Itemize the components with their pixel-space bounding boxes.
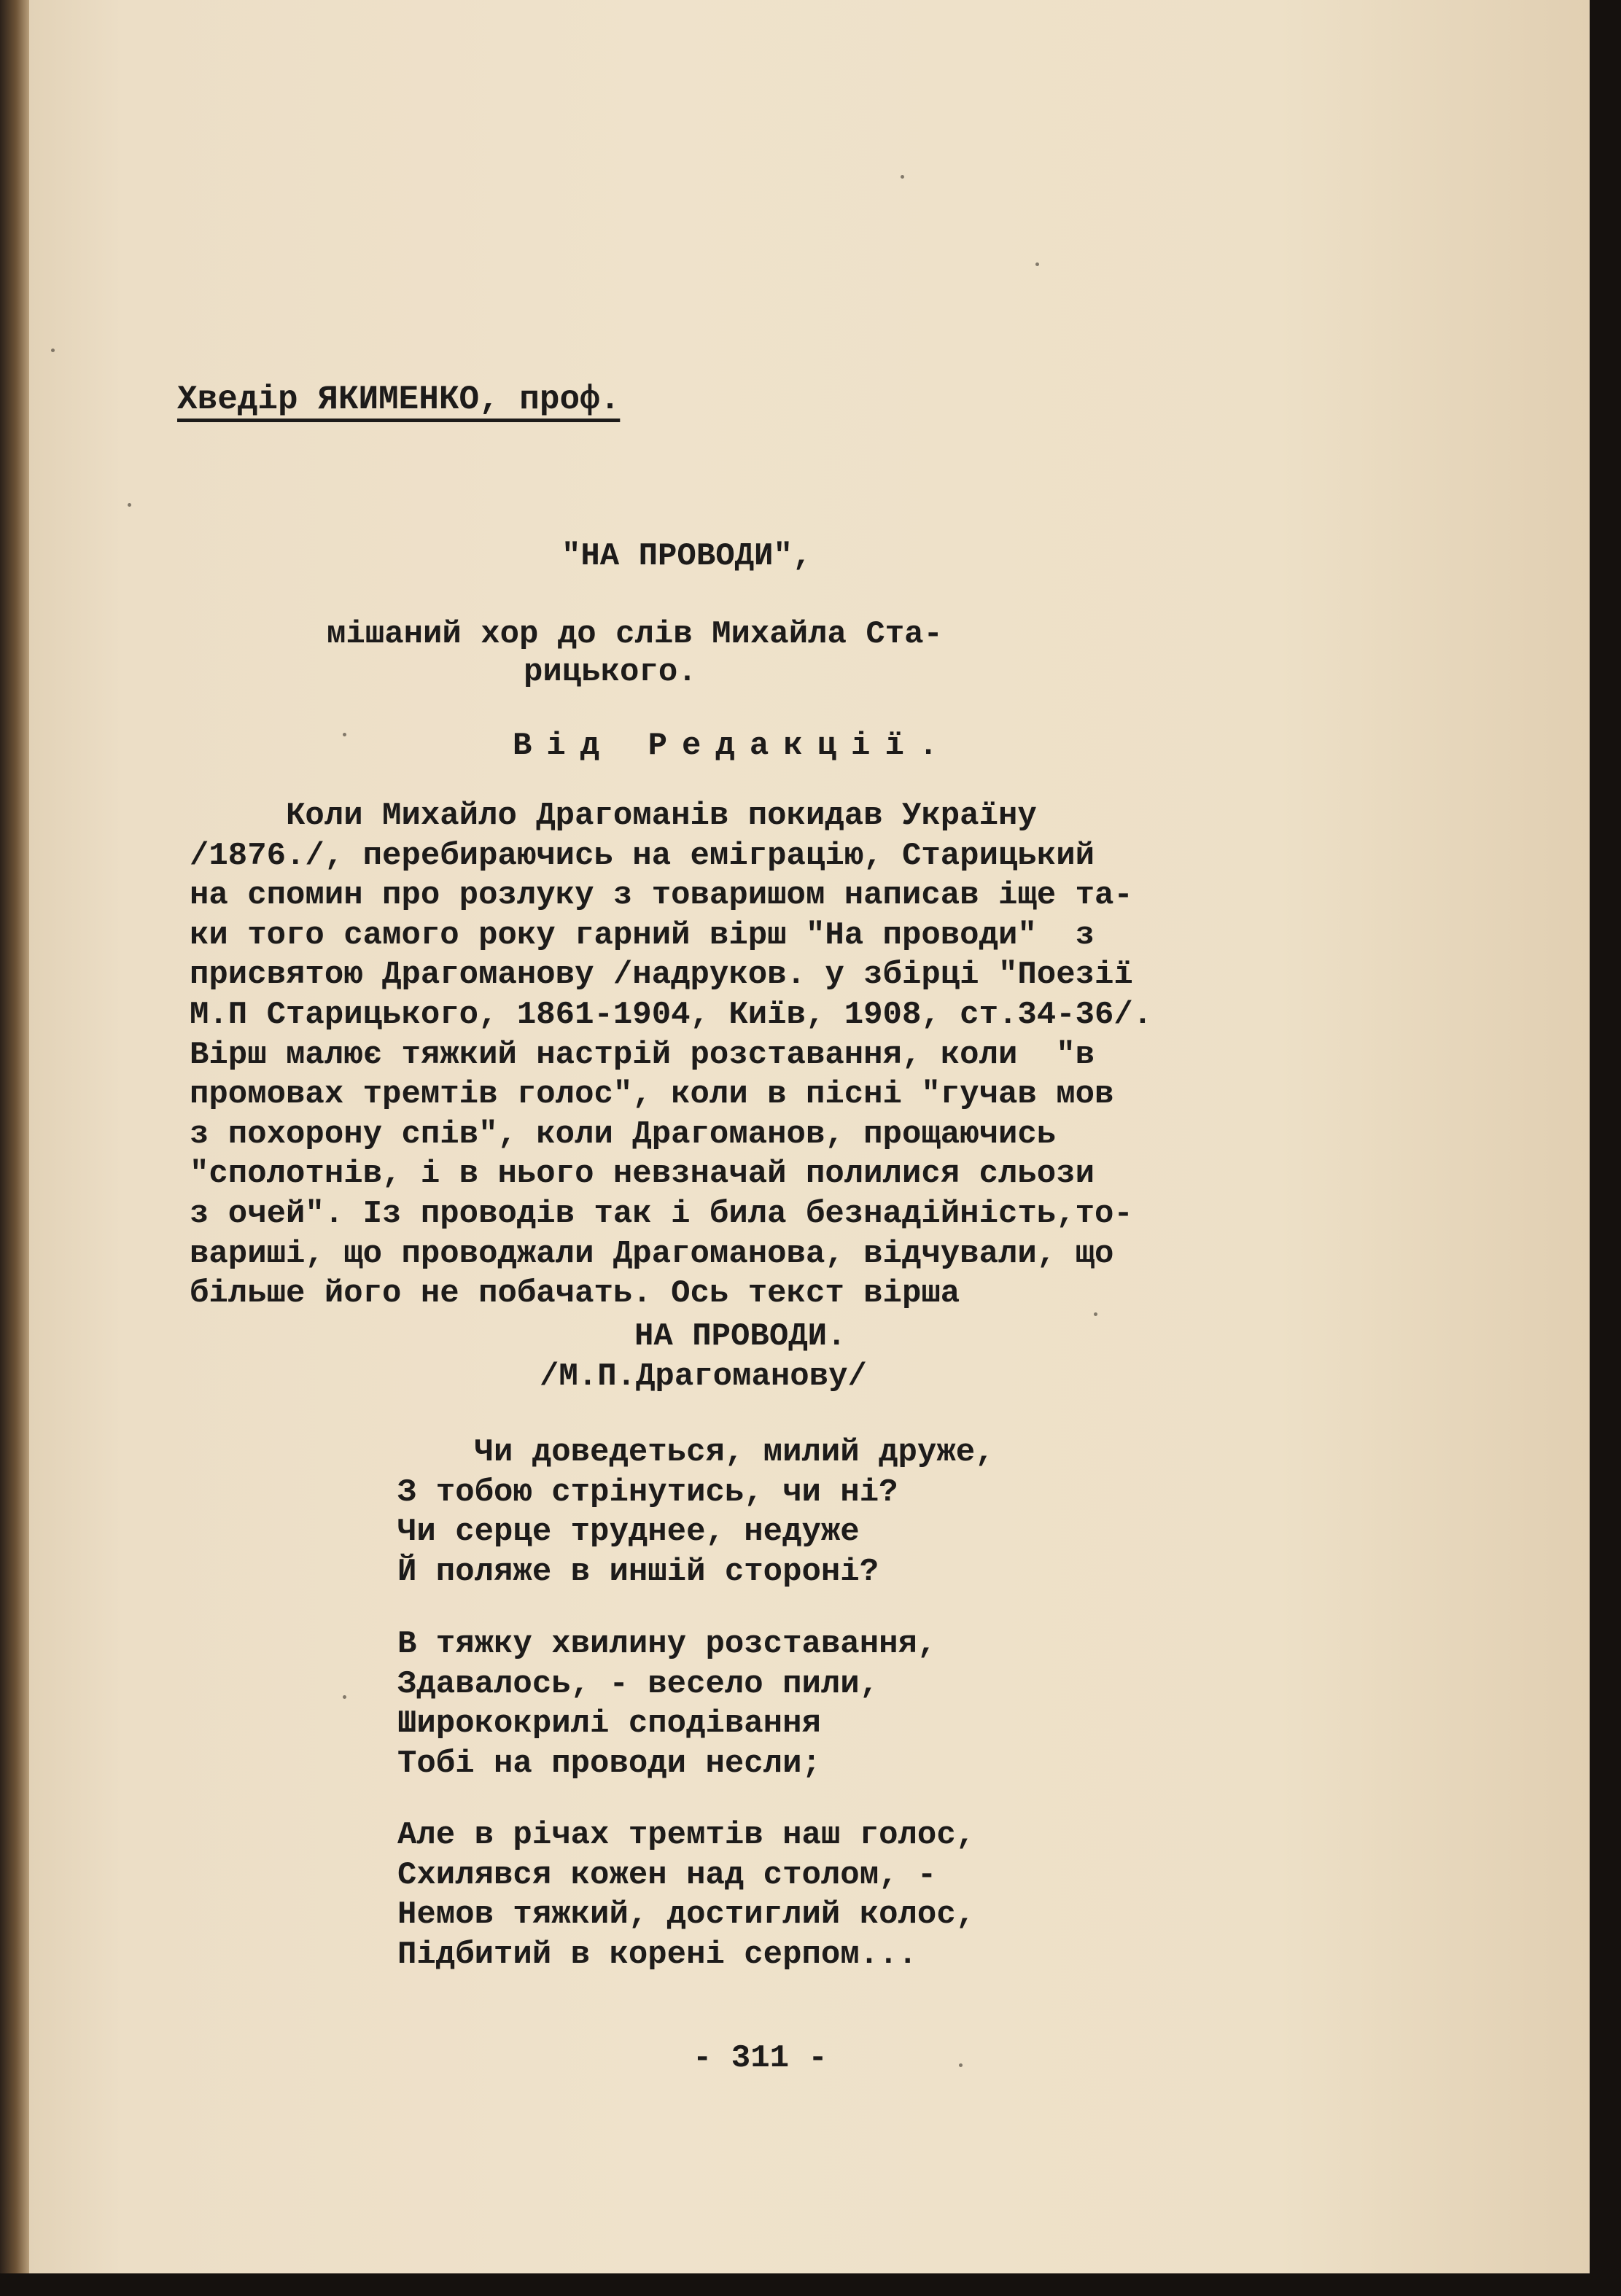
- scan-bottom-edge: [0, 2273, 1621, 2296]
- page-number: - 311 -: [693, 2040, 828, 2077]
- paper-speck: [343, 733, 346, 736]
- poem-dedication: /М.П.Драгоманову/: [540, 1358, 867, 1395]
- subtitle-line-2: рицького.: [524, 654, 697, 690]
- poem-stanza-2: В тяжку хвилину розставання, Здавалось, - весело пили, Ширококрилі сподівання Тобі на проводи несли;: [397, 1626, 937, 1782]
- paper-speck: [1035, 262, 1039, 266]
- editorial-heading: Від Редакції.: [513, 728, 953, 764]
- author-line: Хведір ЯКИМЕНКО, проф.: [177, 381, 621, 419]
- main-title: "НА ПРОВОДИ",: [561, 538, 812, 575]
- poem-title: НА ПРОВОДИ.: [634, 1318, 847, 1355]
- paper-speck: [1094, 1312, 1097, 1316]
- intro-paragraph: Коли Михайло Драгоманів покидав Україну /1876./, перебираючись на еміграцію, Старицький на спомин про розлуку з товаришом написав іще та- ки того самого року гарний вірш "На проводи" з присвятою Драгоманову /надруков. у збірці "Поезії М.П Старицького, 1861-1904, Київ, 1908, ст.34-36/. Вірш малює тяжкий настрій розставання, коли "в промовах тремтів голос", коли в пісні "гучав мов з похорону спів", коли Драгоманов, прощаючись "сполотнів, і в нього невзначай полилися сльози з очей". Із проводів так і била безнадійність,то- вариші, що проводжали Драгоманова, відчували, що більше його не побачать. Ось текст вірша: [190, 798, 1153, 1312]
- paper-speck: [128, 503, 131, 507]
- paper-speck: [901, 175, 904, 179]
- paper-speck: [51, 349, 55, 352]
- subtitle-line-1: мішаний хор до слів Михайла Ста-: [327, 616, 943, 653]
- paper-speck: [959, 2063, 963, 2067]
- poem-stanza-3: Але в річах тремтів наш голос, Схилявся кожен над столом, - Немов тяжкий, достиглий колос, Підбитий в корені серпом...: [397, 1817, 976, 1973]
- paper-speck: [343, 1695, 346, 1699]
- book-gutter-shadow: [0, 0, 29, 2296]
- poem-stanza-1: Чи доведеться, милий друже, З тобою стрінутись, чи ні? Чи серце труднее, недуже Й поляже в иншій стороні?: [397, 1434, 995, 1590]
- scan-right-edge: [1590, 0, 1621, 2296]
